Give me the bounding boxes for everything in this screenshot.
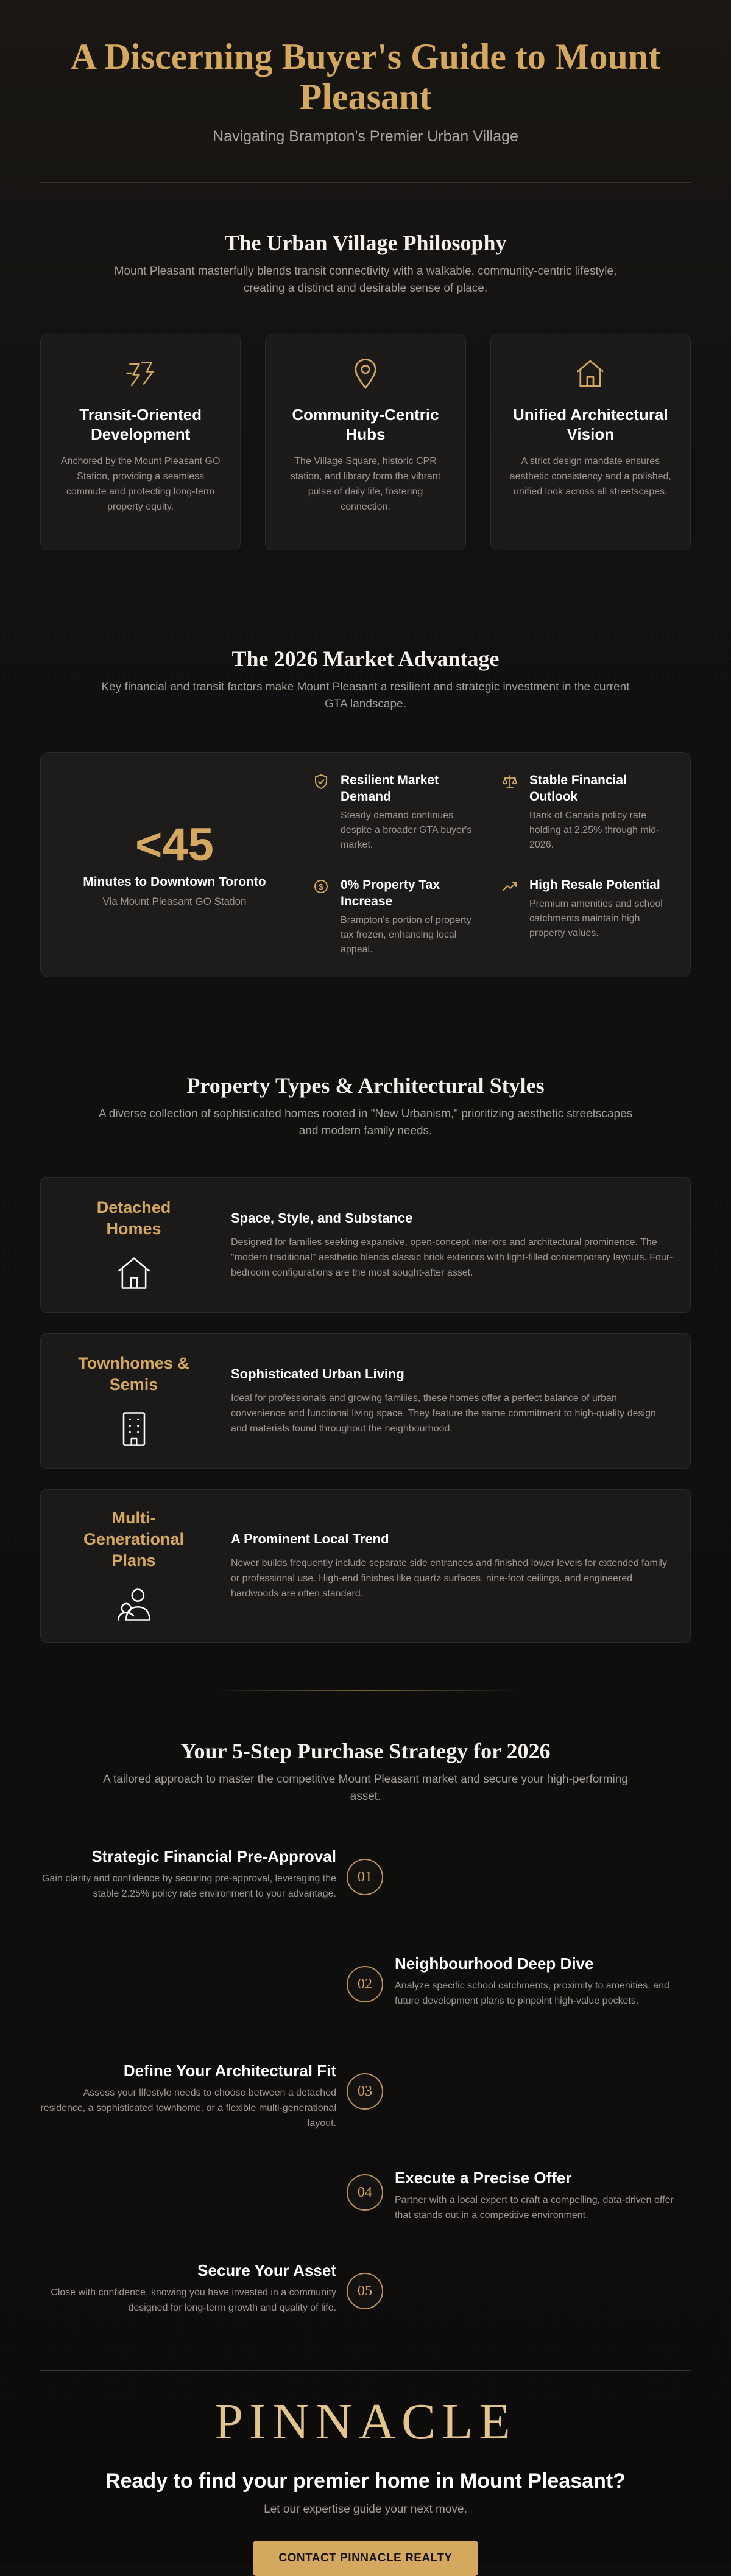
property-heading: Space, Style, and Substance [231,1210,413,1226]
property-type-card [40,1177,691,1313]
market-section [40,598,691,977]
family-icon [113,1584,155,1625]
step-text: Gain clarity and confidence by securing pre-approval, leveraging the stable 2.25% policy rate environment to your advantage. [42,1873,336,1899]
step-number: 02 [347,1966,383,2002]
property-type-details [210,1531,673,1601]
feature-title: Resilient Market Demand [341,773,439,804]
section-title: The Urban Village Philosophy [224,231,507,255]
house-icon [572,355,609,391]
card-title: Community-Centric Hubs [292,405,439,443]
transit-icon [122,355,159,391]
section-title: Property Types & Architectural Styles [186,1073,545,1098]
feature-text: Premium amenities and school catchments maintain high property values. [529,899,663,938]
step-text: Partner with a local expert to craft a compelling, data-driven offer that stands out in a competitive environment. [395,2195,674,2220]
philosophy-card [40,334,241,550]
property-type-title: Townhomes & Semis [78,1354,189,1394]
feature-text: Brampton's portion of property tax frozen, enhancing local appeal. [341,915,471,955]
property-type-details [210,1210,673,1280]
step-content [395,2168,691,2223]
svg-text:$: $ [319,882,323,891]
step-content [40,2061,336,2131]
market-feature [501,772,666,852]
stat-label: Minutes to Downtown Toronto [83,875,266,889]
market-features [284,772,666,957]
stat-sub: Via Mount Pleasant GO Station [102,896,247,907]
card-title: Unified Architectural Vision [512,405,668,443]
divider [40,2370,691,2371]
footer [40,2370,691,2576]
step-title: Define Your Architectural Fit [123,2062,336,2080]
property-type-details [210,1366,673,1436]
philosophy-card [265,334,465,550]
step-text: Assess your lifestyle needs to choose between a detached residence, a sophisticated townhome, or a flexible multi-generational layout. [40,2088,336,2129]
property-type-label [58,1199,210,1291]
page-title: A Discerning Buyer's Guide to Mount Pleasant [70,37,661,117]
property-type-label [58,1505,210,1627]
step-number: 01 [347,1859,383,1895]
section-description: Key financial and transit factors make Mount Pleasant a resilient and strategic investment in the current GTA landscape. [101,681,630,711]
step-content [40,2261,336,2315]
step-title: Execute a Precise Offer [395,2169,572,2187]
footer-headline: Ready to find your premier home in Mount Pleasant? [105,2469,626,2493]
market-panel [40,752,691,977]
home-icon [113,1252,155,1293]
philosophy-card [490,334,691,550]
philosophy-section [40,183,691,550]
property-heading: Sophisticated Urban Living [231,1366,404,1381]
feature-text: Bank of Canada policy rate holding at 2.25% through mid-2026. [529,810,660,850]
property-type-title: Multi-Generational Plans [83,1508,185,1570]
strategy-section [40,1691,691,2337]
footer-tagline: Let our expertise guide your next move. [264,2503,467,2516]
trend-up-icon [501,878,518,895]
card-text: The Village Square, historic CPR station, and library form the vibrant pulse of daily life, fostering connection. [290,456,441,512]
pinnacle-logo: PINNACLE [214,2393,517,2450]
step-text: Close with confidence, knowing you have invested in a community designed for long-term growth and quality of life. [51,2287,336,2313]
step-title: Strategic Financial Pre-Approval [91,1847,336,1865]
coin-icon [313,878,330,895]
feature-title: Stable Financial Outlook [529,773,627,804]
timeline [40,1847,691,2337]
section-title: Your 5-Step Purchase Strategy for 2026 [180,1739,551,1763]
feature-title: 0% Property Tax Increase [341,878,440,908]
step-title: Neighbourhood Deep Dive [395,1954,594,1973]
step-number: 03 [347,2073,383,2110]
property-text: Newer builds frequently include separate side entrances and finished lower levels for extended family or professional use. High-end finishes like quartz surfaces, nine-foot ceilings, and engineered hardwoods are often standard. [231,1557,667,1599]
step-title: Secure Your Asset [197,2261,336,2279]
step-content [395,1954,691,2009]
feature-title: High Resale Potential [529,878,660,892]
property-type-label [58,1355,210,1447]
shield-check-icon [313,773,330,790]
step-number: 05 [347,2273,383,2309]
property-type-title: Detached Homes [96,1198,171,1238]
section-description: A diverse collection of sophisticated homes rooted in "New Urbanism," prioritizing aesthetic streetscapes and modern family needs. [98,1107,633,1137]
step-number: 04 [347,2174,383,2211]
contact-button[interactable]: CONTACT PINNACLE REALTY [253,2541,478,2576]
card-title: Transit-Oriented Development [79,405,202,443]
market-feature [501,877,666,957]
section-description: A tailored approach to master the competitive Mount Pleasant market and secure your high-performing asset. [103,1773,628,1803]
stat-value: <45 [135,819,214,871]
step-text: Analyze specific school catchments, proximity to amenities, and future development plans to pinpoint high-value pockets. [395,1981,669,2006]
market-feature [313,772,477,852]
location-pin-icon [347,355,384,391]
philosophy-cards [40,334,691,550]
commute-stat [65,819,284,910]
building-icon [113,1408,155,1449]
section-title: The 2026 Market Advantage [231,647,500,671]
property-type-card [40,1333,691,1469]
property-text: Designed for families seeking expansive, open-concept interiors and architectural prominence. The "modern traditional" aesthetic blends classic brick exteriors with light-filled contemporary layouts. Four-bedroom configurations are the most sought-after asset. [231,1237,673,1278]
market-feature [313,877,477,957]
card-text: A strict design mandate ensures aesthetic consistency and a polished, unified look across all streetscapes. [509,456,671,497]
property-text: Ideal for professionals and growing families, these homes offer a perfect balance of urban convenience and functional living space. They feature the same commitment to high-quality design and materials found throughout the neighbourhood. [231,1392,656,1434]
property-types-section [40,1025,691,1643]
feature-text: Steady demand continues despite a broader GTA buyer's market. [341,810,472,850]
page-subtitle: Navigating Brampton's Premier Urban Village [213,128,518,145]
card-text: Anchored by the Mount Pleasant GO Station, providing a seamless commute and protecting long-term property equity. [60,456,221,512]
section-description: Mount Pleasant masterfully blends transit connectivity with a walkable, community-centric lifestyle, creating a distinct and desirable sense of place. [114,265,617,295]
scales-icon [501,773,518,790]
step-content [40,1847,336,1901]
hero [40,0,691,183]
property-heading: A Prominent Local Trend [231,1531,389,1546]
property-type-card [40,1489,691,1643]
